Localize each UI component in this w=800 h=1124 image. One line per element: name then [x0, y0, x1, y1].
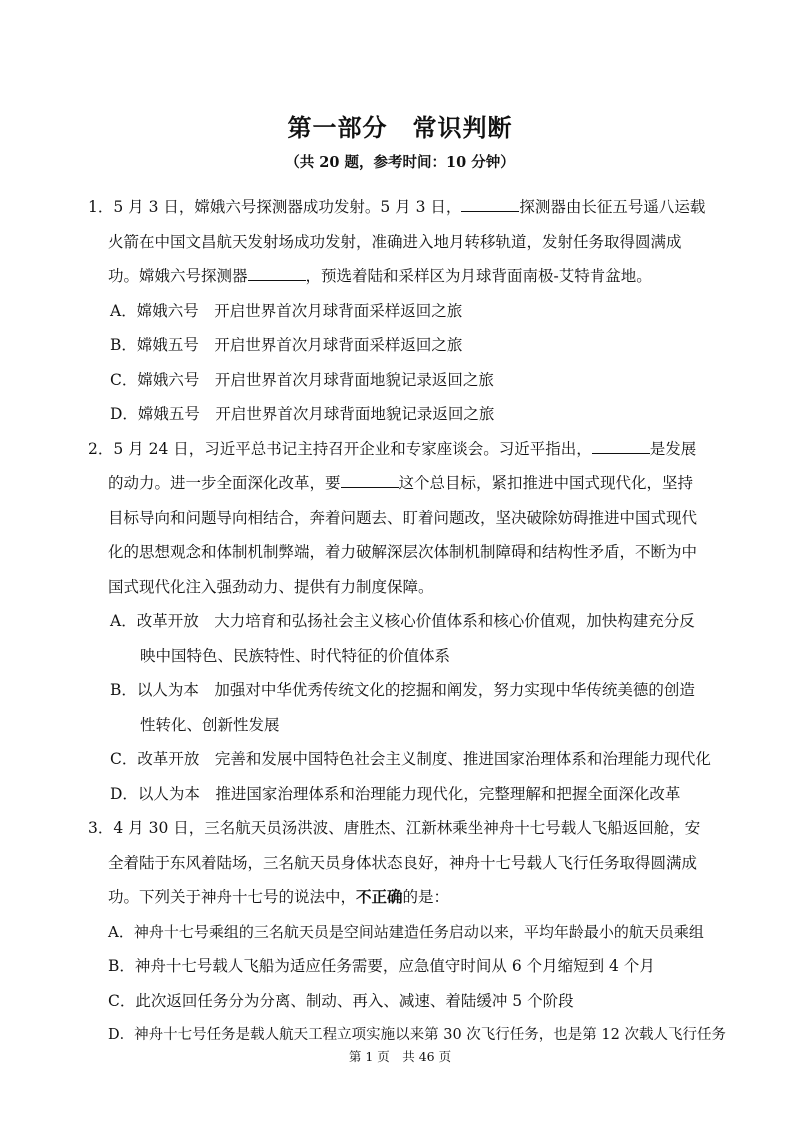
question-3-line-2: 全着陆于东风着陆场，三名航天员身体状态良好，神舟十七号载人飞行任务取得圆满成 [108, 853, 698, 872]
answer-blank [461, 197, 519, 212]
question-1-option-a: A．嫦娥六号 开启世界首次月球背面采样返回之旅 [110, 301, 463, 320]
question-1-line-3: 功。嫦娥六号探测器 ，预选着陆和采样区为月球背面南极-艾特肯盆地。 [108, 267, 652, 285]
question-1-line-1: 1．5 月 3 日，嫦娥六号探测器成功发射。5 月 3 日， 探测器由长征五号遥八运载 [88, 198, 706, 216]
question-3-option-d: D．神舟十七号任务是载人航天工程立项实施以来第 30 次飞行任务，也是第 12 次载人飞行任务 [108, 1027, 726, 1043]
question-2-line-3: 目标导向和问题导向相结合，奔着问题去、盯着问题改，坚决破除妨碍推进中国式现代 [108, 508, 698, 527]
question-number: 2． [88, 439, 114, 458]
question-list [88, 190, 728, 1053]
question-3-option-b: B．神舟十七号载人飞船为适应任务需要，应急值守时间从 6 个月缩短到 4 个月 [108, 957, 655, 975]
question-2-option-d: D．以人为本 推进国家治理体系和治理能力现代化，完整理解和把握全面深化改革 [110, 784, 681, 803]
answer-blank [341, 473, 399, 488]
question-2-option-c: C．改革开放 完善和发展中国特色社会主义制度、推进国家治理体系和治理能力现代化 [110, 750, 711, 768]
answer-blank [592, 439, 650, 454]
question-2-option-a-cont: 映中国特色、民族特性、时代特征的价值体系 [140, 646, 451, 665]
question-2-line-5: 国式现代化注入强劲动力、提供有力制度保障。 [108, 577, 434, 596]
question-2-line-2: 的动力。进一步全面深化改革，要 这个总目标，紧扣推进中国式现代化，坚持 [108, 474, 694, 492]
question-number: 1． [88, 198, 114, 216]
question-2-line-1: 2．5 月 24 日，习近平总书记主持召开企业和专家座谈会。习近平指出， 是发展 [88, 439, 697, 458]
question-2-option-b-cont: 性转化、创新性发展 [140, 715, 280, 734]
question-1-line-2: 火箭在中国文昌航天发射场成功发射，准确进入地月转移轨道，发射任务取得圆满成 [108, 232, 682, 251]
question-2-line-4: 化的思想观念和体制机制弊端，着力破解深层次体制机制障碍和结构性矛盾，不断为中 [108, 543, 698, 561]
question-2-option-b: B．以人为本 加强对中华优秀传统文化的挖掘和阐发，努力实现中华传统美德的创造 [110, 681, 695, 699]
page-subtitle: （共 20 题，参考时间：10 分钟） [285, 154, 515, 171]
question-number: 3． [88, 819, 114, 837]
emphasis-text: 不正确 [356, 887, 403, 906]
question-1-option-d: D．嫦娥五号 开启世界首次月球背面地貌记录返回之旅 [110, 405, 495, 423]
page-footer: 第 1 页 共 46 页 [348, 1049, 452, 1064]
question-3-line-1: 3．4 月 30 日，三名航天员汤洪波、唐胜杰、江新林乘坐神舟十七号载人飞船返回舱，安 [88, 819, 701, 837]
question-1 [88, 190, 728, 432]
question-3-option-c: C．此次返回任务分为分离、制动、再入、减速、着陆缓冲 5 个阶段 [108, 991, 574, 1010]
question-3-line-3: 功。下列关于神舟十七号的说法中，不正确的是： [108, 887, 450, 906]
page-title: 第一部分 常识判断 [287, 114, 513, 142]
question-3 [88, 811, 728, 1053]
question-1-option-b: B．嫦娥五号 开启世界首次月球背面采样返回之旅 [110, 336, 463, 354]
question-1-option-c: C．嫦娥六号 开启世界首次月球背面地貌记录返回之旅 [110, 370, 494, 389]
question-2 [88, 432, 728, 812]
question-2-option-a: A．改革开放 大力培育和弘扬社会主义核心价值体系和核心价值观，加快构建充分反 [110, 612, 695, 630]
question-3-option-a: A．神舟十七号乘组的三名航天员是空间站建造任务启动以来，平均年龄最小的航天员乘组 [108, 922, 704, 941]
answer-blank [248, 266, 306, 281]
